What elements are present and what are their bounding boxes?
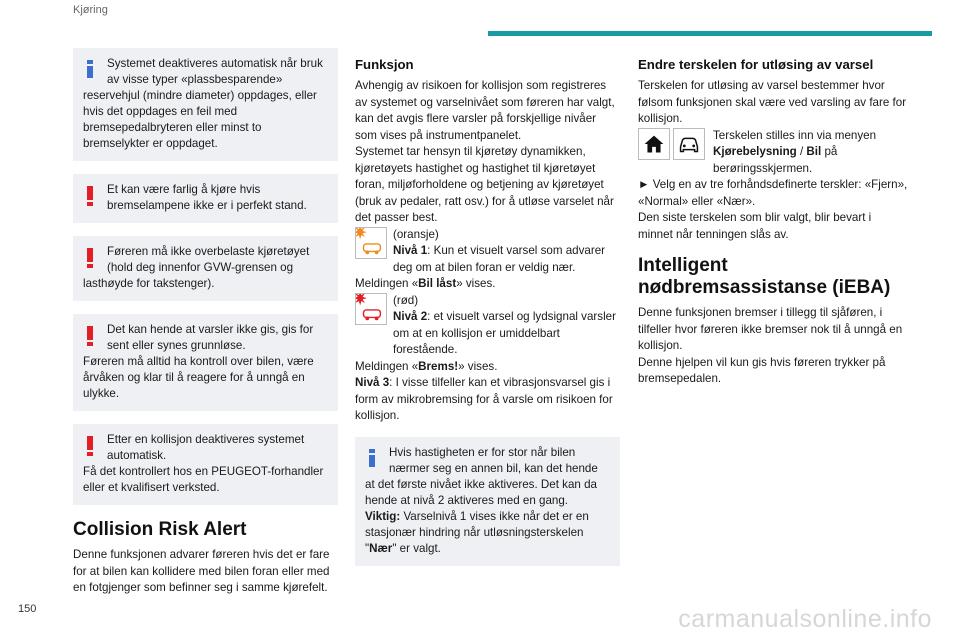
info-icon	[87, 60, 93, 78]
column-left	[73, 48, 338, 597]
warning-note: Det kan hende at varsler ikke gis, gis for sent eller synes grunnløse. Føreren må alltid ha kontroll over bilen, være årvåken og klar til å reagere for å unngå en ulykke.	[73, 314, 338, 411]
message-line: Meldingen «Bil låst» vises.	[355, 277, 496, 290]
alert-level-2: (rød) Nivå 2: et visuelt varsel og lydsignal varsler om at en kollisjon er umiddelbart forestående.	[355, 293, 620, 359]
section-heading: Funksjon	[355, 57, 414, 72]
section-heading: Collision Risk Alert	[73, 519, 247, 540]
car-icon	[673, 128, 705, 160]
warning-icon	[87, 326, 93, 346]
running-header: Kjøring	[73, 4, 108, 16]
header-accent-rule	[488, 31, 932, 36]
column-right	[638, 48, 908, 388]
paragraph: Terskelen for utløsing av varsel bestemmer hvor følsom funksjonen skal være ved varsling av fare for kollisjon.	[638, 79, 907, 125]
column-middle	[355, 48, 620, 579]
alert-level-1: (oransje) Nivå 1: Kun et visuelt varsel som advarer deg om at bilen foran er veldig nær.	[355, 227, 620, 277]
section-heading: Intelligent nødbremsassistanse (iEBA)	[638, 255, 891, 298]
warning-icon	[87, 186, 93, 206]
paragraph: Denne funksjonen advarer føreren hvis det er fare for at bilen kan kollidere med bilen foran eller med en fotgjenger som befinner seg i samme kjørefelt.	[73, 548, 330, 594]
info-icon	[369, 449, 375, 467]
menu-path-row: Terskelen stilles inn via menyen Kjørebelysning / Bil på berøringsskjermen.	[638, 128, 908, 178]
info-note: Hvis hastigheten er for stor når bilen nærmer seg en annen bil, kan det hende at det første nivået ikke aktiveres. Det kan da hende at nivå 2 aktiveres med en gang. Viktig: Varselnivå 1 vises ikke når det er en stasjonær hindring når utløsningsterskelen "Nær" er valgt.	[355, 437, 620, 566]
step-instruction: ► Velg en av tre forhåndsdefinerte terskler: «Fjern», «Normal» eller «Nær».	[638, 178, 908, 208]
paragraph: Den siste terskelen som blir valgt, blir bevart i minnet når tenningen slås av.	[638, 211, 872, 241]
section-heading: Endre terskelen for utløsing av varsel	[638, 57, 874, 72]
message-line: Meldingen «Brems!» vises.	[355, 359, 498, 373]
collision-alert-red-icon	[355, 293, 387, 325]
warning-note: Føreren må ikke overbelaste kjøretøyet (hold deg innenfor GVW-grensen og lasthøyde for takstenger).	[73, 236, 338, 301]
warning-note: Et kan være farlig å kjøre hvis bremselampene ikke er i perfekt stand.	[73, 174, 338, 223]
paragraph: Denne funksjonen bremser i tillegg til sjåføren, i tilfeller hvor føreren ikke bremser nok til å unngå en kollisjon.	[638, 306, 903, 352]
paragraph: Avhengig av risikoen for kollisjon som registreres av systemet og varselnivået som føreren har valgt, kan det avgis flere varsler på forskjellige nivåer som vises på instrumentpanelet.	[355, 79, 615, 142]
warning-icon	[87, 436, 93, 456]
info-note: Systemet deaktiveres automatisk når bruk av visse typer «plassbesparende» reservehjul (mindre diameter) oppdages, eller hvis det oppdages en feil med bremsepedalbryteren eller minst to bremselykter er oppdaget.	[73, 48, 338, 161]
paragraph: Systemet tar hensyn til kjøretøy dynamikken, kjøretøyets hastighet og hastighet til kjøretøyet foran, miljøforholdene og betjening av kjøretøyet (bruk av pedaler, ratt osv.) for å utløse varselet når det passer best.	[355, 145, 614, 224]
warning-icon	[87, 248, 93, 268]
paragraph: Denne hjelpen vil kun gis hvis føreren trykker på bremsepedalen.	[638, 355, 886, 385]
warning-note: Etter en kollisjon deaktiveres systemet automatisk. Få det kontrollert hos en PEUGEOT-forhandler eller et kvalifisert verksted.	[73, 424, 338, 505]
page-number: 150	[18, 603, 37, 615]
home-icon	[638, 128, 670, 160]
collision-alert-orange-icon	[355, 227, 387, 259]
watermark: carmanualsonline.info	[678, 605, 932, 633]
paragraph: Nivå 3: I visse tilfeller kan et vibrasjonsvarsel gis i form av mikrobremsing for å varsle om risikoen for kollisjon.	[355, 376, 613, 422]
